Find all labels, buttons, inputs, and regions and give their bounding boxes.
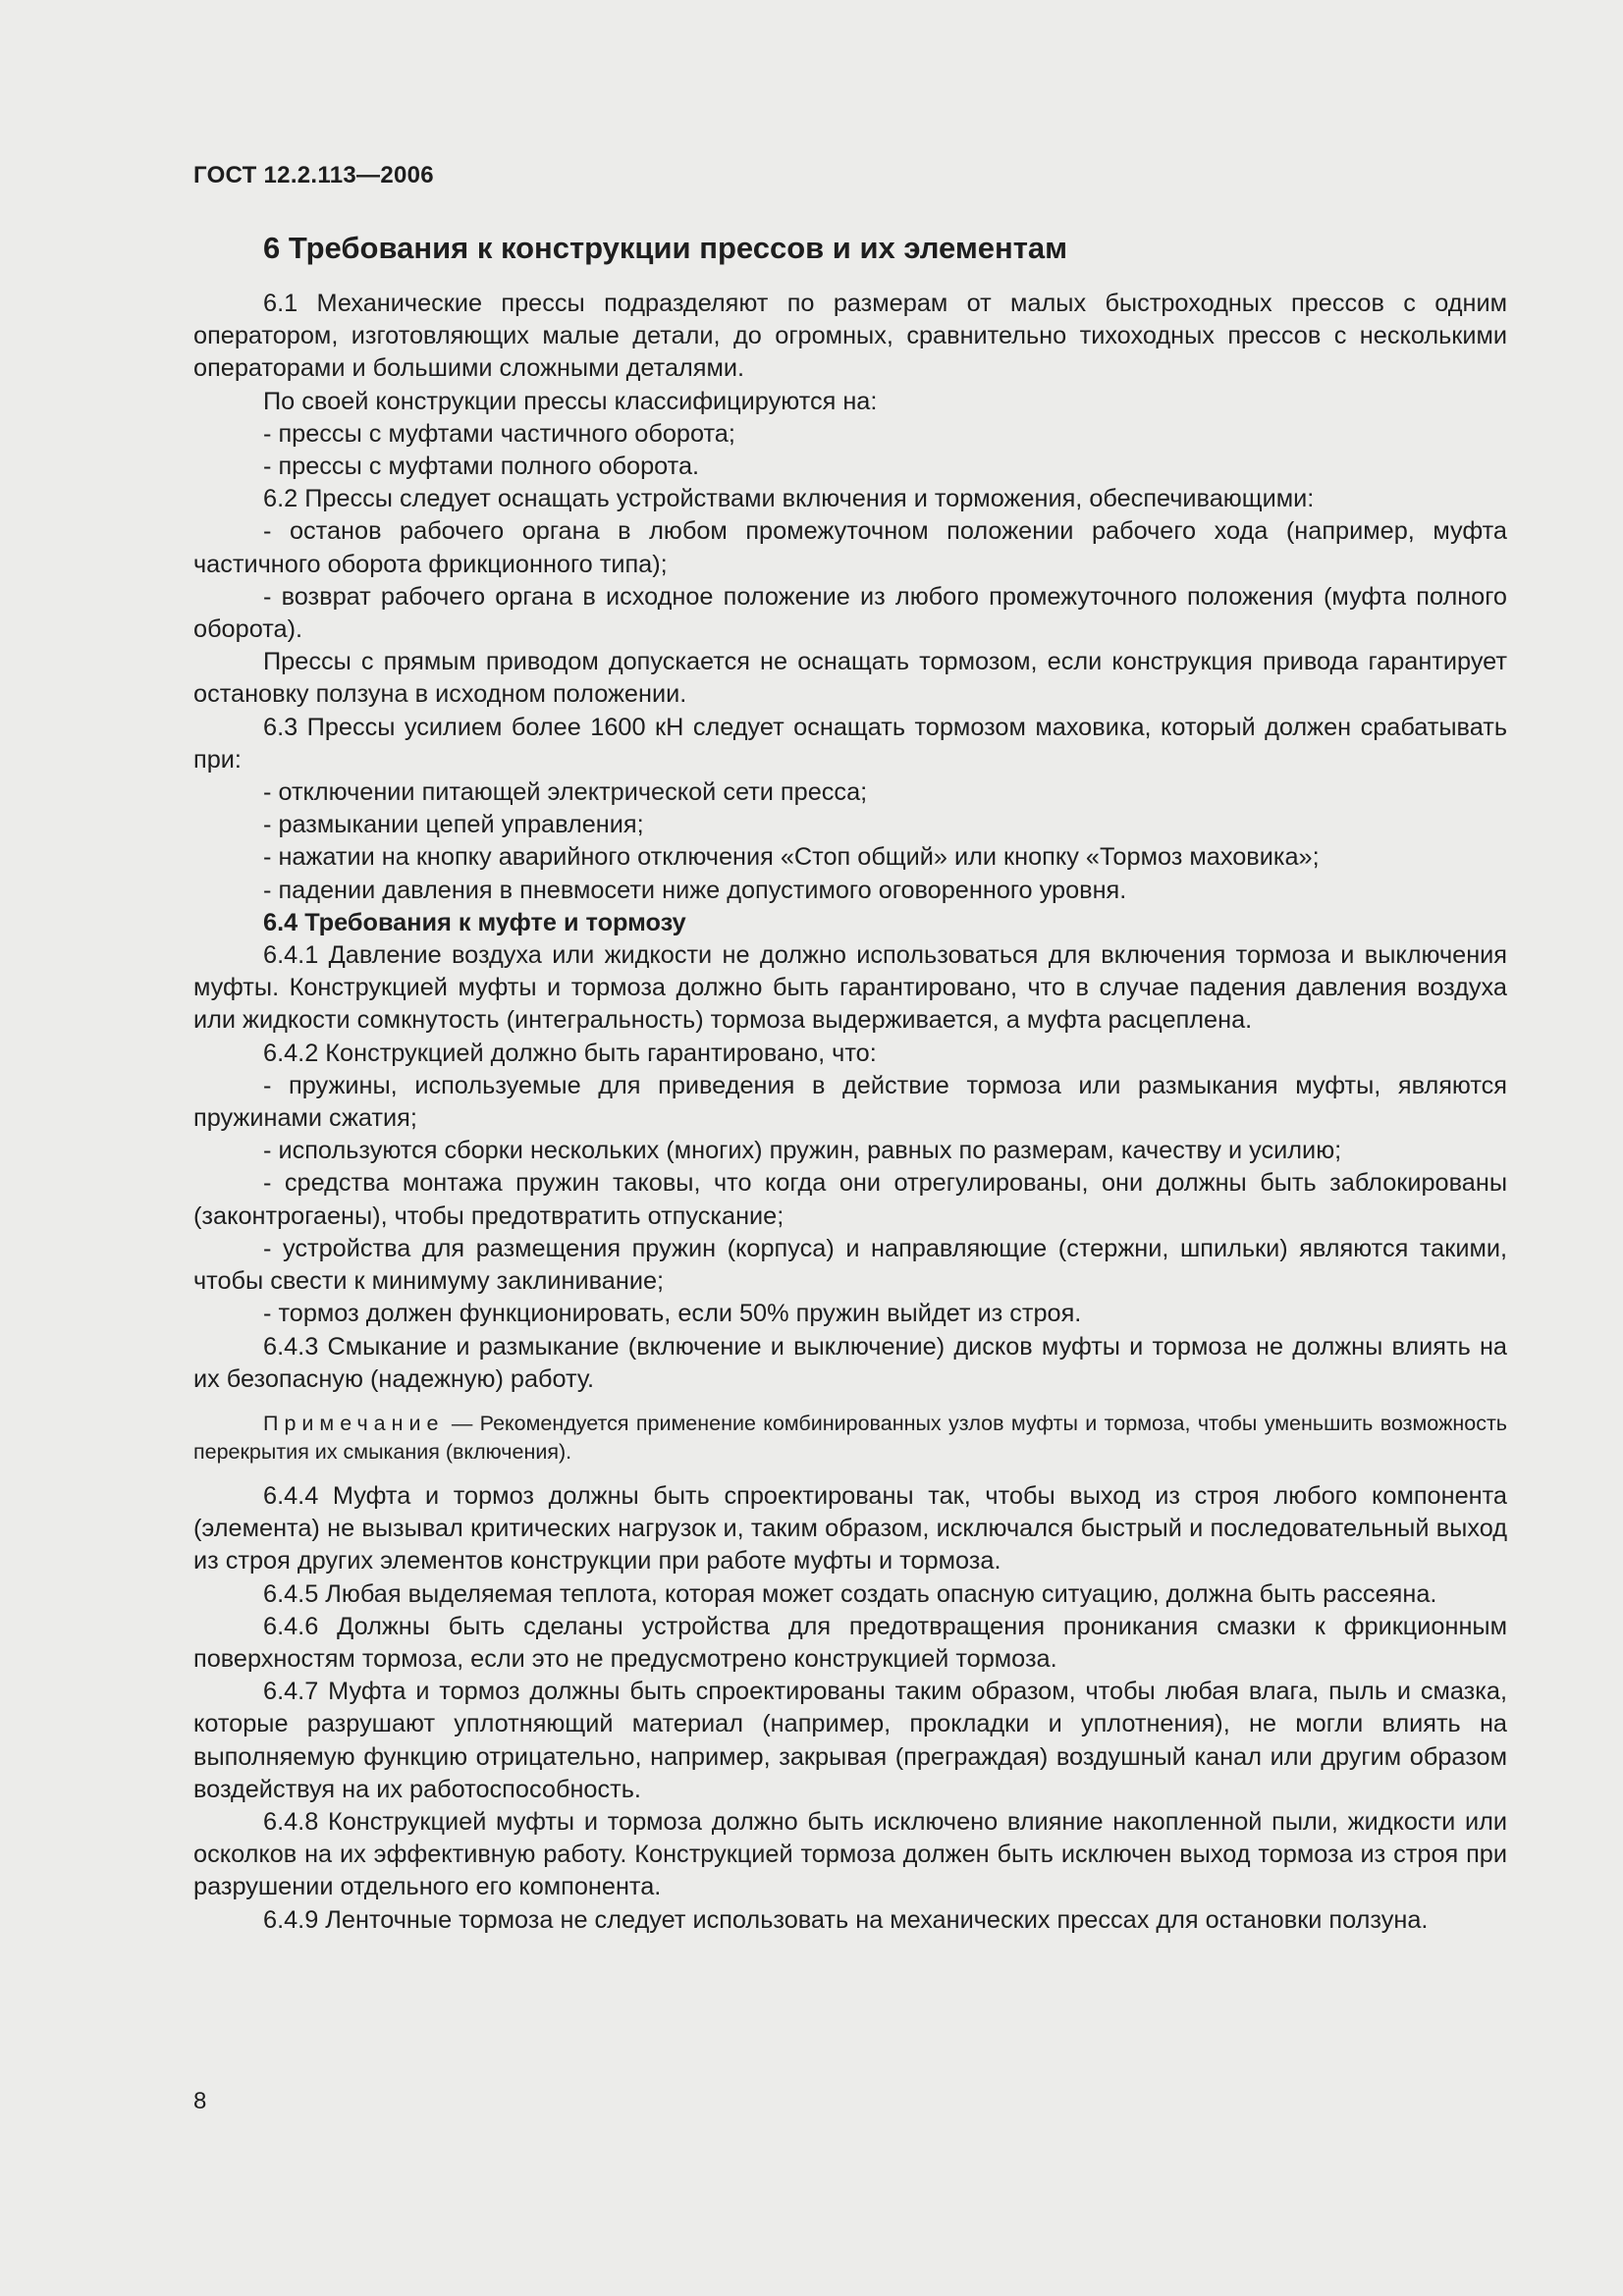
note [193,1410,1507,1467]
list-item: - пружины, используемые для приведения в действие тормоза или размыкания муфты, являются пружинами сжатия; [193,1071,1507,1133]
list-item: - нажатии на кнопку аварийного отключения «Стоп общий» или кнопку «Тормоз маховика»; [263,843,1320,872]
list-item: - падении давления в пневмосети ниже допустимого оговоренного уровня. [263,876,1127,904]
paragraph-6-4-9: 6.4.9 Ленточные тормоза не следует использовать на механических прессах для остановки ползуна. [263,1905,1429,1934]
list-item: - средства монтажа пружин таковы, что когда они отрегулированы, они должны быть заблокированы (законтрогаены), чтобы предотвратить отпускание; [193,1169,1507,1230]
list-item: - устройства для размещения пружин (корпуса) и направляющие (стержни, шпильки) являются такими, чтобы свести к минимуму заклинивание; [193,1234,1507,1296]
paragraph-6-4-4: 6.4.4 Муфта и тормоз должны быть спроектированы так, чтобы выход из строя любого компонента (элемента) не вызывал критических нагрузок и, таким образом, исключался быстрый и последовательный выход из строя других элементов конструкции при работе муфты и тормоза. [193,1481,1507,1575]
section-title: 6 Требования к конструкции прессов и их элементам [263,231,1068,265]
document-body [193,229,1507,1937]
paragraph-6-4-2: 6.4.2 Конструкцией должно быть гарантировано, что: [263,1039,877,1067]
list-item: - используются сборки нескольких (многих) пружин, равных по размерам, качеству и усилию; [263,1137,1342,1165]
subsection-title: 6.4 Требования к муфте и тормозу [263,908,686,936]
paragraph-6-4-5: 6.4.5 Любая выделяемая теплота, которая может создать опасную ситуацию, должна быть рассеяна. [263,1579,1437,1608]
paragraph-6-1: 6.1 Механические прессы подразделяют по размерам от малых быстроходных прессов с одним оператором, изготовляющих малые детали, до огромных, сравнительно тихоходных прессов с несколькими операторами и большими сложными деталями. [193,290,1507,383]
paragraph-6-2: 6.2 Прессы следует оснащать устройствами включения и торможения, обеспечивающими: [263,485,1315,513]
list-item: - останов рабочего органа в любом промежуточном положении рабочего хода (например, муфта частичного оборота фрикционного типа); [193,517,1507,578]
note-text: — Рекомендуется применение комбинированных узлов муфты и тормоза, чтобы уменьшить возможность перекрытия их смыкания (включения). [193,1411,1507,1464]
page-number: 8 [193,2088,207,2114]
paragraph-classification: По своей конструкции прессы классифицируются на: [263,387,878,415]
list-item: - прессы с муфтами частичного оборота; [263,419,735,448]
list-item: - размыкании цепей управления; [263,811,644,839]
note-label: Примечание [263,1411,445,1435]
list-item: - тормоз должен функционировать, если 50% пружин выйдет из строя. [263,1300,1082,1328]
paragraph-direct-drive: Прессы с прямым приводом допускается не оснащать тормозом, если конструкция привода гарантирует остановку ползуна в исходном положении. [193,648,1507,709]
list-item: - отключении питающей электрической сети пресса; [263,778,868,807]
document-header: ГОСТ 12.2.113—2006 [193,162,434,188]
paragraph-6-4-6: 6.4.6 Должны быть сделаны устройства для предотвращения проникания смазки к фрикционным поверхностям тормоза, если это не предусмотрено конструкцией тормоза. [193,1612,1507,1673]
paragraph-6-4-1: 6.4.1 Давление воздуха или жидкости не должно использоваться для включения тормоза и выключения муфты. Конструкцией муфты и тормоза должно быть гарантировано, что в случае падения давления воздуха или жидкости сомкнутость (интегральность) тормоза выдерживается, а муфта расцеплена. [193,941,1507,1035]
list-item: - прессы с муфтами полного оборота. [263,453,700,481]
paragraph-6-3: 6.3 Прессы усилием более 1600 кН следует оснащать тормозом маховика, который должен срабатывать при: [193,713,1507,774]
paragraph-6-4-3: 6.4.3 Смыкание и размыкание (включение и выключение) дисков муфты и тормоза не должны влиять на их безопасную (надежную) работу. [193,1332,1507,1393]
paragraph-6-4-7: 6.4.7 Муфта и тормоз должны быть спроектированы таким образом, чтобы любая влага, пыль и смазка, которые разрушают уплотняющий материал (например, прокладки и уплотнения), не могли влиять на выполняемую функцию отрицательно, например, закрывая (преграждая) воздушный канал или другим образом воздействуя на их работоспособность. [193,1678,1507,1803]
paragraph-6-4-8: 6.4.8 Конструкцией муфты и тормоза должно быть исключено влияние накопленной пыли, жидкости или осколков на их эффективную работу. Конструкцией тормоза должен быть исключен выход тормоза из строя при разрушении отдельного его компонента. [193,1807,1507,1901]
list-item: - возврат рабочего органа в исходное положение из любого промежуточного положения (муфта полного оборота). [193,582,1507,644]
